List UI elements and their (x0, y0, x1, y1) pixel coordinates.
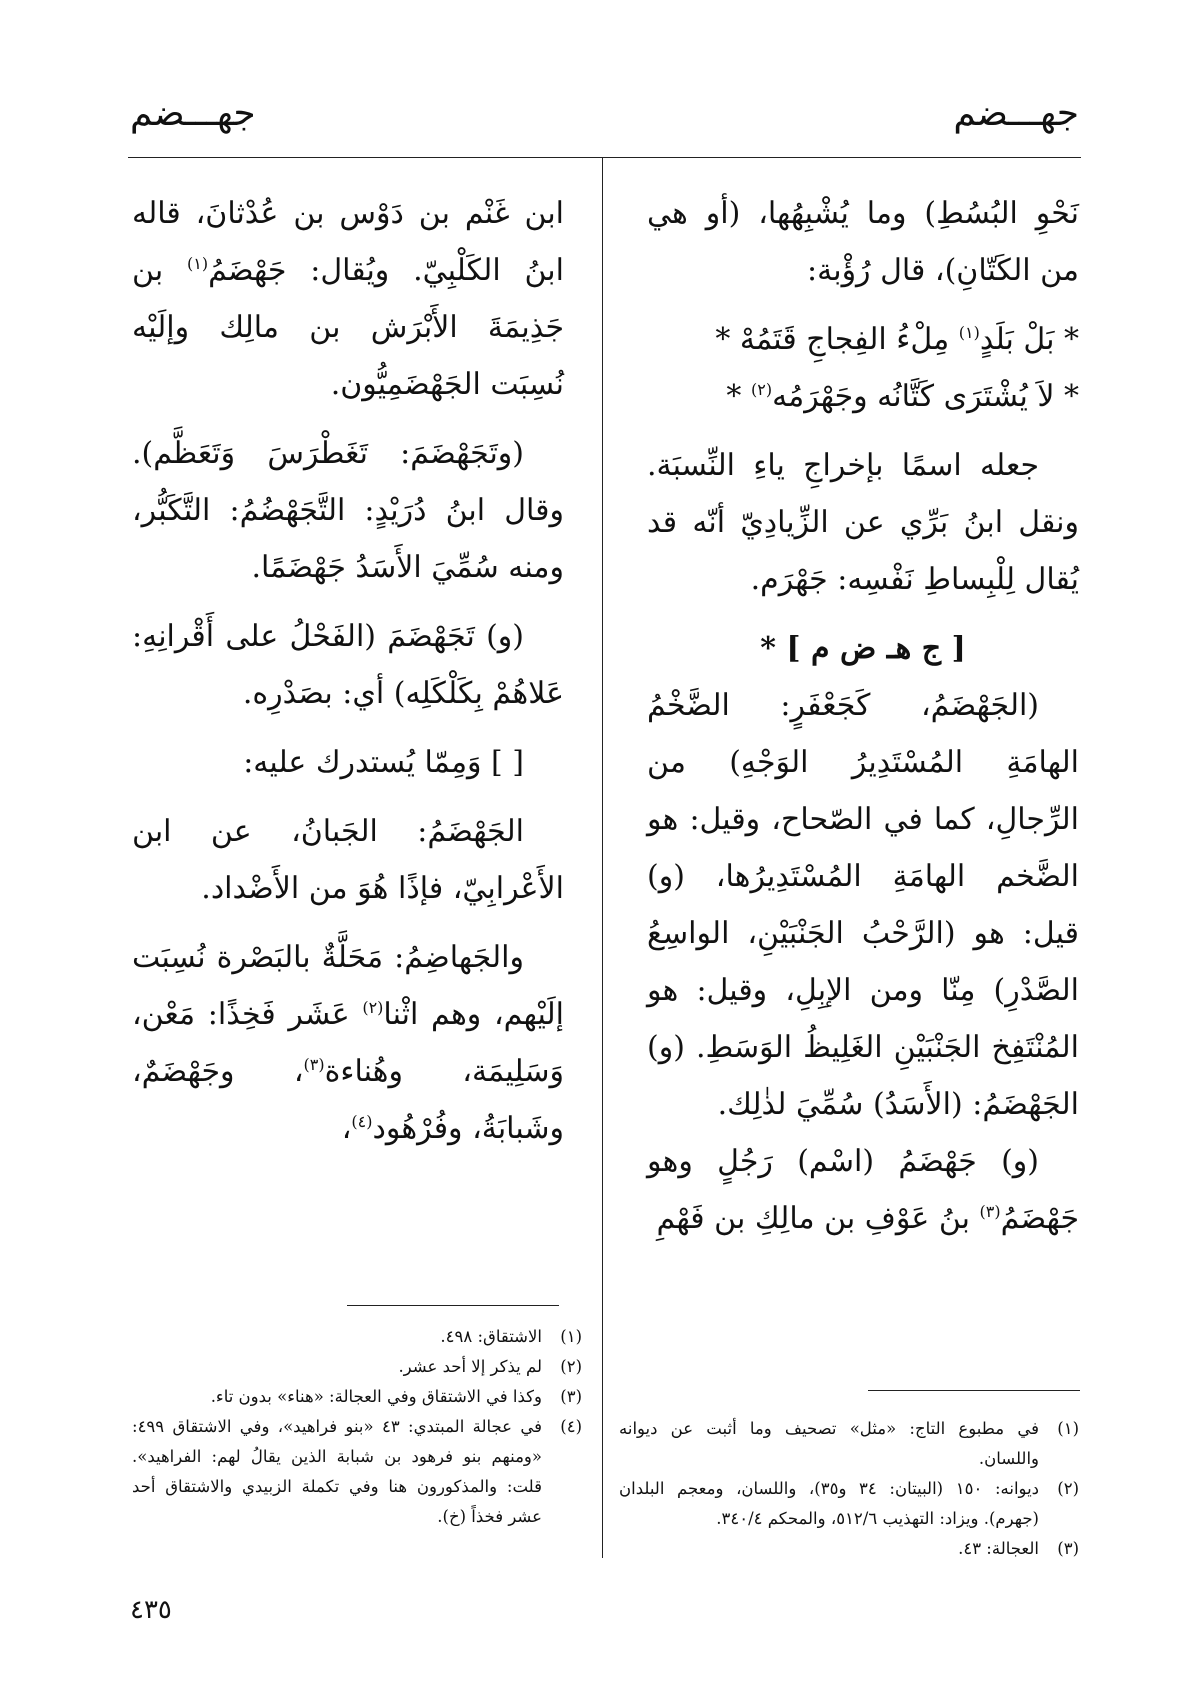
running-header-right: جهـــضم (953, 93, 1079, 134)
right-paragraph-2: جعله اسمًا بإخراجِ ياءِ النِّسبَة. ونقل ابنُ بَرِّي عن الزِّيادِيّ أنّه قد يُقال لِلْبِساطِ نَفْسِه: جَهْرَم. (647, 448, 1079, 597)
verse-line-2: * لاَ يُشْتَرَى كَتَّانُه وجَهْرَمُه$^{(٢)}$ * (726, 379, 1079, 414)
right-column (647, 185, 1079, 1247)
page-number: ٤٣٥ (130, 1595, 172, 1625)
footnote-ref: (١) (186, 254, 209, 273)
footnote-rule-left (347, 1305, 559, 1306)
left-paragraph-4: [ ] وَمِمّا يُستدرك عليه: (243, 745, 524, 780)
footnote: (٣) العجالة: ٤٣. (958, 1539, 1079, 1558)
footnote-ref: (١) (958, 323, 980, 342)
footnotes-right (619, 1414, 1079, 1564)
left-column (132, 185, 564, 1157)
header-rule (128, 157, 1081, 158)
left-paragraph-1: ابن غَنْم بن دَوْس بن عُدْثانَ، قاله ابنُ الكَلْبِيّ. ويُقال: جَهْضَمُ$^{(١)}$ بن جَذِيمَةَ الأَبْرَش بن مالِك وإلَيْه نُسِبَت الجَهْضَمِيُّون. (132, 196, 564, 402)
right-paragraph-3: (الجَهْضَمُ، كَجَعْفَرٍ: الضَّخْمُ الهامَةِ المُسْتَدِيرُ الوَجْهِ) من الرِّجالِ، كما في الصّحاح، وقيل: هو الضَّخم الهامَةِ المُسْتَدِيرُها، (و) قيل: هو (الرَّحْبُ الجَنْبَيْنِ، الواسِعُ الصَّدْرِ) مِنّا ومن الإبِلِ، وقيل: هو المُنْتَفِخ الجَنْبَيْنِ الغَلِيظُ الوَسَطِ. (و) الجَهْضَمُ: (الأَسَدُ) سُمِّيَ لذٰلِك. (647, 688, 1079, 1122)
column-divider (602, 158, 603, 1558)
footnote-ref: (٢) (750, 380, 773, 399)
left-paragraph-2: (وتَجَهْضَمَ: تَغَطْرَسَ وَتَعَظَّم). وقال ابنُ دُرَيْدٍ: التَّجَهْضُمُ: التَّكَبُّر، ومنه سُمِّيَ الأَسَدُ جَهْضَمًا. (132, 436, 564, 585)
footnote-ref: (٣) (979, 1202, 1001, 1221)
right-paragraph-1: نَحْوِ البُسُطِ) وما يُشْبِهُها، (أو هي من الكَتّانِ)، قال رُؤْبة: (647, 196, 1079, 288)
left-paragraph-5: الجَهْضَمُ: الجَبانُ، عن ابن الأَعْرابِيّ، فإذًا هُوَ من الأَضْداد. (132, 814, 564, 906)
footnote-ref: (٣) (303, 1055, 325, 1074)
verse-line-1: * بَلْ بَلَدٍ$^{(١)}$ مِلْءُ الفِجاجِ قَتَمُهْ * (715, 322, 1079, 357)
footnote: (٤) في عجالة المبتدي: ٤٣ «بنو فراهيد»، وفي الاشتقاق ٤٩٩: «ومنهم بنو فرهود بن شبابة الذين يقالُ لهم: الفراهيد». قلت: والمذكورون هنا وفي تكملة الزبيدي والاشتقاق أحد عشر فخذاً (خ). (132, 1417, 582, 1526)
left-paragraph-3: (و) تَجَهْضَمَ (الفَحْلُ على أَقْرانِهِ: عَلاهُمْ بِكَلْكَلِه) أي: بصَدْرِه. (132, 619, 564, 711)
left-paragraph-6: والجَهاضِمُ: مَحَلَّةٌ بالبَصْرة نُسِبَت إلَيْهم، وهم اثْنا$^{(٢)}$ عَشَر فَخِذًا: مَعْن، وَسَلِيمَة، وهُناءة$^{(٣)}$، وجَهْضَمٌ، وشَبابَةُ، وفُرْهُود$^{(٤)}$، (132, 940, 565, 1146)
footnote: (٢) ديوانه: ١٥٠ (البيتان: ٣٤ و٣٥)، واللسان، ومعجم البلدان (جهرم). ويزاد: التهذيب ٥١٢/٦، والمحكم ٣٤٠/٤. (619, 1479, 1079, 1528)
footnote: (١) في مطبوع التاج: «مثل» تصحيف وما أثبت عن ديوانه واللسان. (619, 1419, 1079, 1468)
footnote: (٢) لم يذكر إلا أحد عشر. (398, 1357, 582, 1376)
footnote-ref: (٢) (362, 998, 384, 1017)
footnotes-left (132, 1322, 582, 1532)
footnote: (١) الاشتقاق: ٤٩٨. (440, 1327, 582, 1346)
running-header-left: جهـــضم (130, 93, 256, 134)
footnote-ref: (٤) (351, 1112, 373, 1131)
footnote-rule-right (868, 1390, 1080, 1391)
right-paragraph-4: (و) جَهْضَمُ (اسْم) رَجُلٍ وهو جَهْضَمُ$^{(٣)}$ بنُ عَوْفِ بن مالِكِ بن فَهْمِ (647, 1144, 1079, 1236)
footnote: (٣) وكذا في الاشتقاق وفي العجالة: «هناء» بدون تاء. (210, 1387, 582, 1406)
entry-heading: [ ج هـ ض م ] * (760, 631, 966, 666)
